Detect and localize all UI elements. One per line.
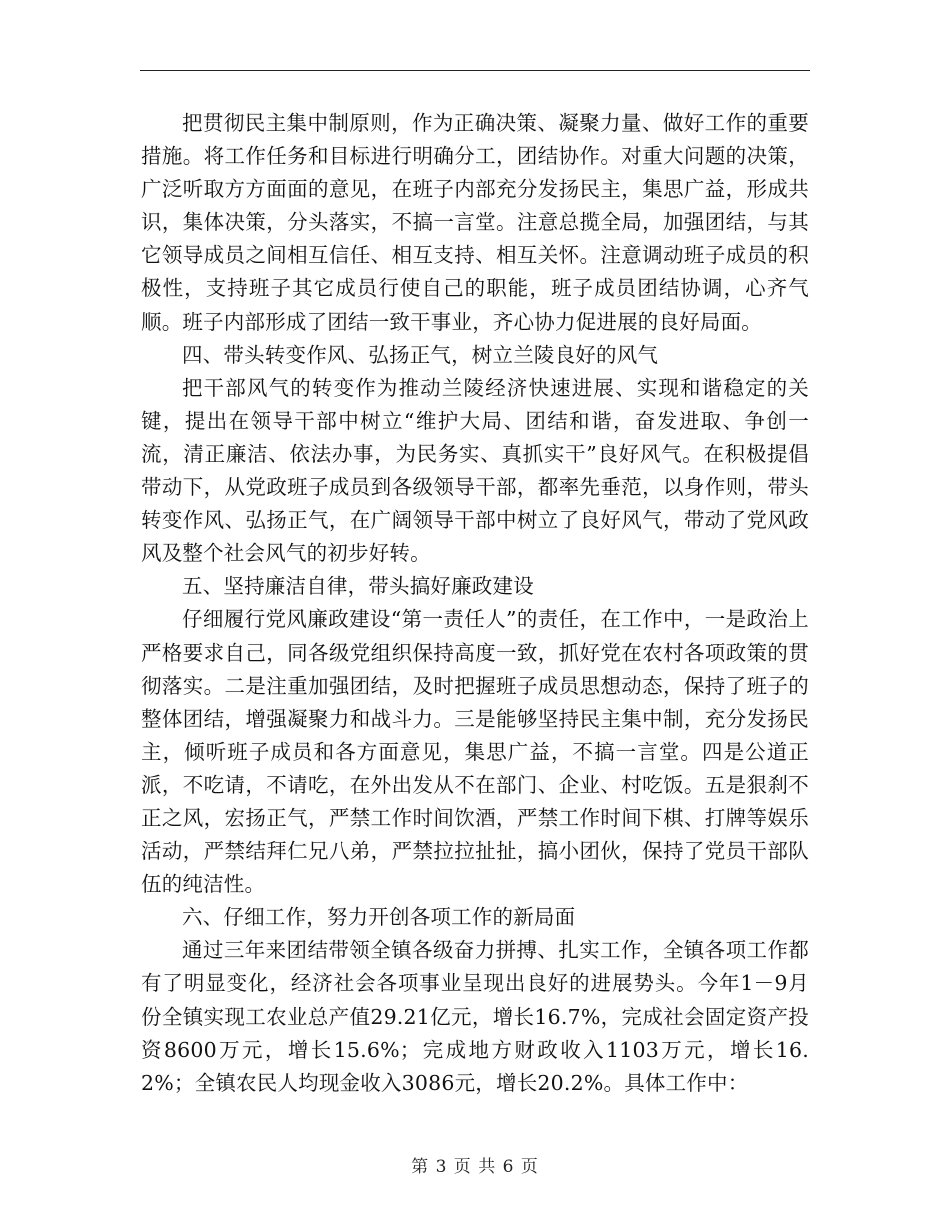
- section-heading-6: 六、仔细工作，努力开创各项工作的新局面: [182, 905, 576, 930]
- paragraph-work-style: 把干部风气的转变作为推动兰陵经济快速进展、实现和谐稳定的关键，提出在领导干部中树立“维护大局、团结和谐，奋发进取、争创一流，清正廉洁、依法办事，为民务实、真抓实干”良好风气。在积极提倡带动下，从党政班子成员到各级领导干部，都率先垂范，以身作则，带头转变作风、弘扬正气，在广阔领导干部中树立了良好风气，带动了党风政风及整个社会风气的初步好转。: [141, 375, 809, 566]
- paragraph-achievements: 通过三年来团结带领全镇各级奋力拼搏、扎实工作，全镇各项工作都有了明显变化，经济社会各项事业呈现出良好的进展势头。今年1－9月份全镇实现工农业总产值29.21亿元，增长16.7%，完成社会固定资产投资8600万元，增长15.6%；完成地方财政收入1103万元，增长16.2%；全镇农民人均现金收入3086元，增长20.2%。具体工作中：: [141, 938, 809, 1095]
- document-body: [141, 107, 809, 1100]
- section-heading-5: 五、坚持廉洁自律，带头搞好廉政建设: [182, 574, 534, 599]
- section-heading-4: 四、带头转变作风、弘扬正气，树立兰陵良好的风气: [182, 342, 659, 367]
- paragraph-integrity: 仔细履行党风廉政建设“第一责任人”的责任，在工作中，一是政治上严格要求自己，同各级党组织保持高度一致，抓好党在农村各项政策的贯彻落实。二是注重加强团结，及时把握班子成员思想动态，保持了班子的整体团结，增强凝聚力和战斗力。三是能够坚持民主集中制，充分发扬民主，倾听班子成员和各方面意见，集思广益，不搞一言堂。四是公道正派，不吃请，不请吃，在外出发从不在部门、企业、村吃饭。五是狠刹不正之风，宏扬正气，严禁工作时间饮酒，严禁工作时间下棋、打牌等娱乐活动，严禁结拜仁兄八弟，严禁拉拉扯扯，搞小团伙，保持了党员干部队伍的纯洁性。: [141, 607, 809, 897]
- paragraph-democratic-centralism: 把贯彻民主集中制原则，作为正确决策、凝聚力量、做好工作的重要措施。将工作任务和目标进行明确分工，团结协作。对重大问题的决策，广泛听取方方面面的意见，在班子内部充分发扬民主，集思广益，形成共识，集体决策，分头落实，不搞一言堂。注意总揽全局，加强团结，与其它领导成员之间相互信任、相互支持、相互关怀。注意调动班子成员的积极性，支持班子其它成员行使自己的职能，班子成员团结协调，心齐气顺。班子内部形成了团结一致干事业，齐心协力促进展的良好局面。: [141, 111, 809, 334]
- header-rule: [140, 70, 810, 71]
- page-number-footer: 第 3 页 共 6 页: [411, 1157, 539, 1177]
